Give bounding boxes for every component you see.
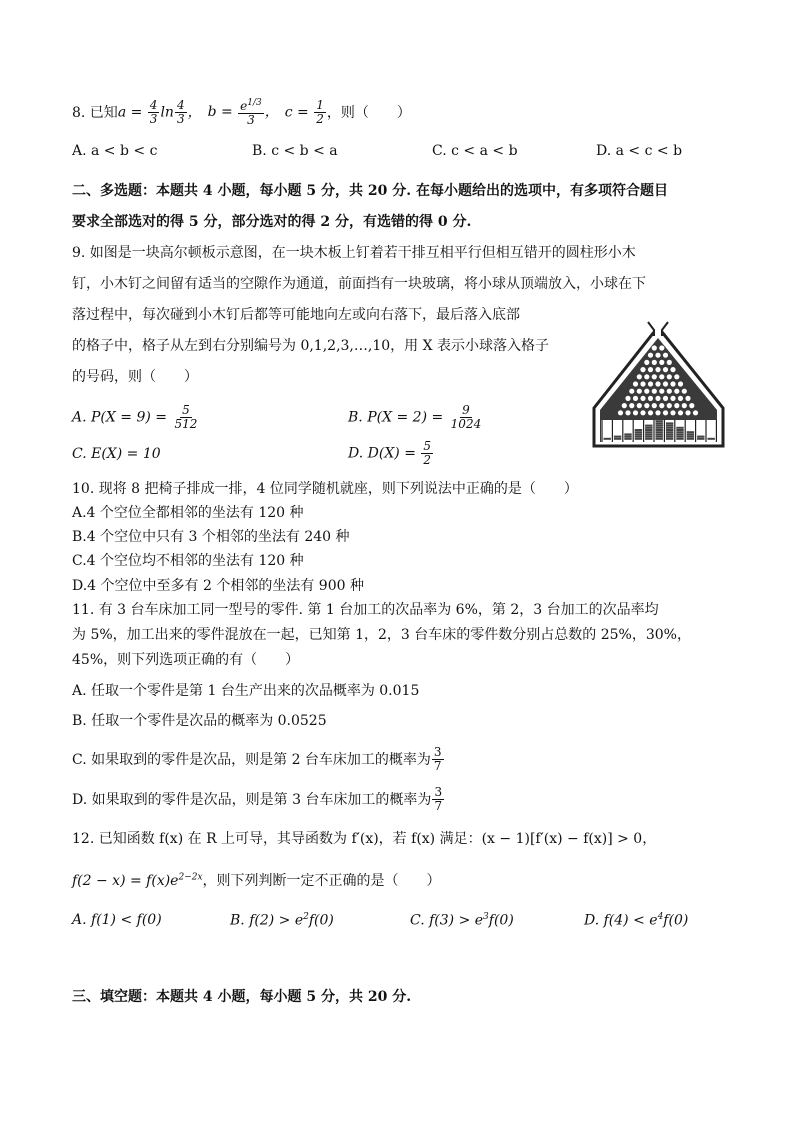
question-8-stem xyxy=(72,92,724,132)
peg xyxy=(659,360,664,365)
ball-stack xyxy=(666,427,673,429)
ball-stack xyxy=(676,429,683,431)
q12-line-2: $f(2 - x) = f(x)e^{2-2x}$，则下列判断一定不正确的是（ ） xyxy=(72,872,441,889)
ball-stack xyxy=(645,436,652,438)
q9-option-c: C. E(X) = 10 xyxy=(72,446,161,462)
q9-line-2: 钉，小木钉之间留有适当的空隙作为通道，前面挡有一块玻璃，将小球从顶端放入，小球在下 xyxy=(72,276,646,292)
peg xyxy=(652,374,657,379)
peg xyxy=(625,410,630,415)
peg xyxy=(652,403,657,408)
ball-stack xyxy=(697,438,704,440)
peg xyxy=(625,396,630,401)
ball-stack xyxy=(708,438,715,440)
q11-line-2: 为 5%，加工出来的零件混放在一起，已知第 1，2，3 台车床的零件数分别占总数的 25%，30%， xyxy=(72,627,691,643)
ball-stack xyxy=(635,436,642,438)
ball-stack xyxy=(645,433,652,435)
ball-stack xyxy=(687,438,694,440)
q9-option-b: B. P(X = 2) = $\frac{9}{1024}$ xyxy=(348,403,482,431)
peg xyxy=(678,410,683,415)
peg xyxy=(689,403,694,408)
peg xyxy=(637,403,642,408)
peg xyxy=(644,403,649,408)
ball-stack xyxy=(624,436,631,438)
peg xyxy=(648,381,653,386)
peg xyxy=(663,381,668,386)
peg xyxy=(667,360,672,365)
peg xyxy=(618,410,623,415)
peg xyxy=(678,381,683,386)
q12-option-b: B. $f(2) > e^2f(0)$ xyxy=(230,912,334,929)
peg xyxy=(663,410,668,415)
peg xyxy=(667,389,672,394)
ball-stack xyxy=(645,438,652,440)
ball-stack xyxy=(687,436,694,438)
ball-stack xyxy=(635,429,642,431)
peg xyxy=(670,367,675,372)
q9-line-4: 的格子中，格子从左到右分别编号为 0,1,2,3,…,10，用 X 表示小球落入格子 xyxy=(72,338,550,354)
ball-stack xyxy=(676,436,683,438)
peg xyxy=(652,389,657,394)
q8-formula-b: b = $\frac{e^{1/3}}{3}$ ， xyxy=(207,98,279,127)
q12-line-1: 12. 已知函数 f(x) 在 R 上可导，其导函数为 f′(x)，若 f(x) 满足：(x − 1)[f′(x) − f(x)] > 0， xyxy=(72,831,657,847)
q11-option-a: A. 任取一个零件是第 1 台生产出来的次品概率为 0.015 xyxy=(72,683,420,699)
q9-option-a: A. P(X = 9) = $\frac{5}{512}$ xyxy=(72,403,198,431)
q8-formula-c: c = $\frac{1}{2}$ xyxy=(284,97,324,126)
peg xyxy=(648,396,653,401)
ball-stack xyxy=(614,438,621,440)
ball-stack xyxy=(666,429,673,431)
q10-option-b: B.4 个空位中只有 3 个相邻的坐法有 240 种 xyxy=(72,529,350,545)
peg xyxy=(633,396,638,401)
peg xyxy=(652,345,657,350)
peg xyxy=(655,396,660,401)
ball-stack xyxy=(656,438,663,440)
ball-stack xyxy=(604,438,611,440)
peg xyxy=(622,403,627,408)
q8-option-a: A. a < b < c xyxy=(72,143,158,159)
peg xyxy=(640,410,645,415)
peg xyxy=(640,396,645,401)
ball-stack xyxy=(645,425,652,427)
peg xyxy=(633,381,638,386)
q10-option-c: C.4 个空位均不相邻的坐法有 120 种 xyxy=(72,553,304,569)
q9-option-d: D. D(X) = $\frac{5}{2}$ xyxy=(348,439,432,467)
peg xyxy=(670,410,675,415)
peg xyxy=(644,360,649,365)
q9-line-5: 的号码，则（ ） xyxy=(72,369,198,385)
peg xyxy=(655,410,660,415)
q12-options xyxy=(72,912,724,937)
peg xyxy=(667,374,672,379)
ball-stack xyxy=(645,429,652,431)
ball-stack xyxy=(656,431,663,433)
peg xyxy=(682,403,687,408)
ball-stack xyxy=(624,433,631,435)
section-2-header-line-2: 要求全部选对的得 5 分，部分选对的得 2 分，有选错的得 0 分. xyxy=(72,214,472,230)
ball-stack xyxy=(656,427,663,429)
ball-stack xyxy=(635,438,642,440)
ball-stack xyxy=(635,431,642,433)
ball-stack xyxy=(666,436,673,438)
peg xyxy=(693,410,698,415)
peg xyxy=(655,367,660,372)
q8-prefix: 8. 已知 xyxy=(72,105,118,121)
q10-option-a: A.4 个空位全都相邻的坐法有 120 种 xyxy=(72,505,304,521)
ball-stack xyxy=(635,433,642,435)
peg xyxy=(674,374,679,379)
peg xyxy=(670,381,675,386)
peg xyxy=(648,410,653,415)
q11-line-3: 45%，则下列选项正确的有（ ） xyxy=(72,652,300,668)
ball-stack xyxy=(656,436,663,438)
peg xyxy=(678,396,683,401)
peg xyxy=(644,389,649,394)
q8-option-c: C. c < a < b xyxy=(432,143,518,159)
peg xyxy=(648,367,653,372)
peg xyxy=(674,389,679,394)
q8-option-b: B. c < b < a xyxy=(252,143,338,159)
ball-stack xyxy=(666,433,673,435)
ball-stack xyxy=(614,436,621,438)
ball-stack xyxy=(666,422,673,424)
peg xyxy=(659,403,664,408)
section-3-header: 三、填空题：本题共 4 小题，每小题 5 分，共 20 分. xyxy=(72,989,412,1005)
ball-stack xyxy=(666,438,673,440)
ball-stack xyxy=(624,438,631,440)
q11-line-1: 11. 有 3 台车床加工同一型号的零件. 第 1 台加工的次品率为 6%，第 2，3 台加工的次品率均 xyxy=(72,602,659,618)
q9-line-3: 落过程中，每次碰到小木钉后都等可能地向左或向右落下，最后落入底部 xyxy=(72,307,520,323)
q11-option-b: B. 任取一个零件是次品的概率为 0.0525 xyxy=(72,713,327,729)
peg xyxy=(663,353,668,358)
peg xyxy=(652,360,657,365)
q12-option-d: D. $f(4) < e^4f(0)$ xyxy=(584,912,689,929)
ball-stack xyxy=(676,433,683,435)
peg xyxy=(659,374,664,379)
peg xyxy=(629,389,634,394)
peg xyxy=(670,396,675,401)
q12-option-c: C. $f(3) > e^3f(0)$ xyxy=(410,912,514,929)
peg xyxy=(637,374,642,379)
peg xyxy=(655,353,660,358)
peg xyxy=(629,403,634,408)
q8-suffix: ，则（ ） xyxy=(326,105,411,121)
peg xyxy=(674,403,679,408)
ball-stack xyxy=(666,431,673,433)
galton-board-icon xyxy=(592,320,725,450)
peg xyxy=(640,367,645,372)
peg xyxy=(685,410,690,415)
peg xyxy=(648,353,653,358)
peg xyxy=(633,410,638,415)
peg xyxy=(663,396,668,401)
q8-formula-a: a = $\frac{4}{3}$ ln $\frac{4}{3}$ ， xyxy=(117,97,202,126)
ball-stack xyxy=(687,431,694,433)
peg xyxy=(655,381,660,386)
ball-stack xyxy=(676,431,683,433)
peg xyxy=(659,389,664,394)
q8-options xyxy=(72,143,724,168)
q9-line-1: 9. 如图是一块高尔顿板示意图，在一块木板上钉着若干排互相平行但相互错开的圆柱形小木 xyxy=(72,245,636,261)
ball-stack xyxy=(676,427,683,429)
q8-option-d: D. a < c < b xyxy=(596,143,683,159)
q11-option-c: C. 如果取到的零件是次品，则是第 2 台车床加工的概率为 3 7 xyxy=(72,744,442,773)
ball-stack xyxy=(656,422,663,424)
ball-stack xyxy=(666,425,673,427)
peg xyxy=(640,381,645,386)
ball-stack xyxy=(645,427,652,429)
ball-stack xyxy=(656,433,663,435)
peg xyxy=(659,345,664,350)
ball-stack xyxy=(656,425,663,427)
q12-option-a: A. f(1) < f(0) xyxy=(72,912,162,928)
peg xyxy=(644,374,649,379)
ball-stack xyxy=(676,438,683,440)
ball-stack xyxy=(697,436,704,438)
peg xyxy=(667,403,672,408)
section-2-header-line-1: 二、多选题：本题共 4 小题，每小题 5 分，共 20 分. 在每小题给出的选项中，有多项符合题目 xyxy=(72,183,668,199)
q10-option-d: D.4 个空位中至多有 2 个相邻的坐法有 900 种 xyxy=(72,578,364,594)
ball-stack xyxy=(656,420,663,422)
ball-stack xyxy=(687,433,694,435)
peg xyxy=(682,389,687,394)
peg xyxy=(663,367,668,372)
peg xyxy=(685,396,690,401)
ball-stack xyxy=(656,429,663,431)
q11-option-d: D. 如果取到的零件是次品，则是第 3 台车床加工的概率为 3 7 xyxy=(72,784,443,813)
q10-stem: 10. 现将 8 把椅子排成一排，4 位同学随机就座，则下列说法中正确的是（ ） xyxy=(72,481,578,497)
peg xyxy=(637,389,642,394)
ball-stack xyxy=(645,431,652,433)
